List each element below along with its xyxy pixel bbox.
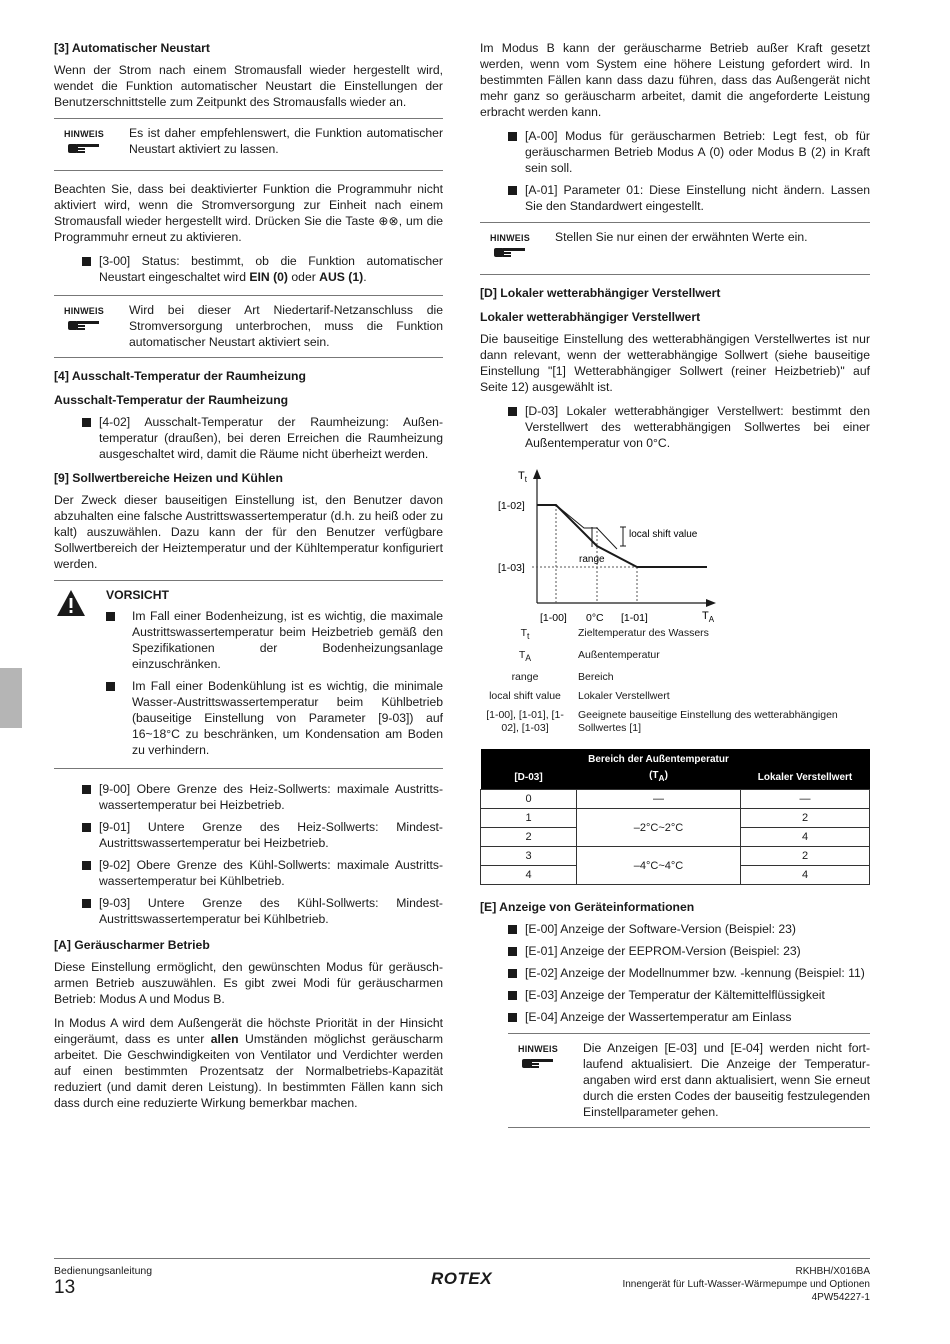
param-a-00: [A-00] Modus für geräuscharmen Betrieb: Legt fest, ob für geräuscharmen Betrieb Modus A (0) oder Modus B (2) in Kraft sein soll. xyxy=(480,128,870,176)
cell: 4 xyxy=(741,828,870,847)
note-text: Es ist daher empfehlenswert, die Funktion automatischer Neustart aktiviert zu lassen. xyxy=(129,126,443,156)
pointing-hand-icon xyxy=(520,1056,556,1070)
cell: 4 xyxy=(741,866,870,885)
section-heading-9: [9] Sollwertbereiche Heizen und Kühlen xyxy=(54,471,283,485)
param-e-04: [E-04] Anzeige der Wassertemperatur am Einlass xyxy=(480,1009,870,1025)
col-header: Lokaler Verstellwert xyxy=(741,749,870,790)
value-off: AUS (1) xyxy=(319,270,364,284)
note-text: Die Anzeigen [E-03] und [E-04] werden nicht fortlaufend aktualisiert. Die Anzeige der Temperaturangaben wird erst dann aktualisiert, wenn Sie erneut durch die ersten Codes der bauseitig festzulegenden Einstellparameter gehen. xyxy=(583,1041,870,1120)
note-box xyxy=(508,1033,870,1128)
model-code: RKHBH/X016BA xyxy=(795,1266,870,1277)
cell: –2°C~2°C xyxy=(577,809,741,847)
paragraph: Die bauseitige Einstellung des wetterabhängigen Verstellwertes ist nur dann relevant, wenn der wetterabhängige Sollwert (siehe bauseitige Einstellung "[1] Wetterabhängiger Sollwert (reiner Heizbetrieb)" auf Seite 12) ausgewählt ist. xyxy=(480,332,870,394)
range-label: range xyxy=(579,554,605,565)
right-column xyxy=(480,40,870,1138)
param-d-03: [D-03] Lokaler wetterabhängiger Verstellwert: bestimmt den Verstellwert des wetterabhängigen Sollwertes bei einer Außentemperatur von 0°C. xyxy=(480,403,870,451)
note-text: Wird bei dieser Art Niedertarif-Netzanschluss die Stromversorgung unterbrochen, muss die Funktion automatischer Neustart aktiviert sein. xyxy=(129,303,443,349)
cell: 2 xyxy=(481,828,577,847)
section-heading-a: [A] Geräuscharmer Betrieb xyxy=(54,938,210,952)
legend-key: local shift value xyxy=(489,690,561,703)
legend-value: Bereich xyxy=(578,671,614,684)
legend-key: $T_A$ xyxy=(518,649,532,664)
warning-icon xyxy=(56,589,86,617)
param-e-01: [E-01] Anzeige der EEPROM-Version (Beispiel: 23) xyxy=(480,943,870,959)
caution-item: Im Fall einer Bodenkühlung ist es wichtig, die minimale Wasser-Austrittswassertemperatur beim Kühlbetrieb (bauseitige Einstellung von Parameter [9-03]) auf 16~18°C zu beschränken, um Kondensation am Boden zu verhindern. xyxy=(104,678,443,758)
paragraph: Wenn der Strom nach einem Stromausfall wieder hergestellt wird, wendet die Funktion automatischer Neustart die Einstellungen der Benutzerschnittstelle zum Zeitpunkt des Stromausfalls wieder an. xyxy=(54,63,443,109)
param-3-00 xyxy=(54,253,443,285)
text: [3-00] Status: bestimmt, ob die Funktion automatischer Neustart eingeschaltet wird xyxy=(99,254,443,284)
section-heading-4: [4] Ausschalt-Temperatur der Raumheizung xyxy=(54,369,306,383)
paragraph: Im Modus B kann der geräuscharme Betrieb außer Kraft gesetzt werden, wenn vom System eine höhere Leistung gefordert wird. In bestimmten Fällen kann dass dazu führen, dass das Außengerät nicht mehr ganz so geräuscharm arbeitet, damit die angeforderte Leistung erbracht werden kann. xyxy=(480,41,870,119)
manual-title: Bedienungsanleitung xyxy=(54,1265,153,1277)
pointing-hand-icon xyxy=(66,318,102,332)
text: Umständen möglichst geräuscharm arbeitet. Die Geschwindigkeiten von Ventilator und Verdichter werden auf einen bestimmten Prozentsatz der Normalbetriebs-Kapazität reduziert (und damit deren Leistung). In bestimmten Fällen kann sich dass durch eine reduzierte Wirkung bemerkbar machen. xyxy=(54,1032,443,1110)
tick-label-1-02: [1-02] xyxy=(498,500,525,512)
paragraph xyxy=(54,1015,443,1111)
emphasis: allen xyxy=(210,1032,239,1046)
legend-value: Zieltemperatur des Wassers xyxy=(578,627,709,639)
pointing-hand-icon xyxy=(66,141,102,155)
cell: 3 xyxy=(481,847,577,866)
product-description: Innengerät für Luft-Wasser-Wärmepumpe und Optionen xyxy=(622,1279,870,1290)
document-info xyxy=(622,1265,870,1304)
table-row xyxy=(481,847,870,866)
paragraph: Der Zweck dieser bauseitigen Einstellung ist, den Benutzer davon abzuhalten eine falsche Austrittswassertemperatur (d.h. zu heiß oder zu kalt) auszuwählen. Dazu kann der für den Benutzer verfügbare Sollwertbereich der Heiztemperatur und der Kühltemperatur konfiguriert werden. xyxy=(54,493,443,571)
document-code: 4PW54227-1 xyxy=(811,1292,870,1303)
param-e-00: [E-00] Anzeige der Software-Version (Beispiel: 23) xyxy=(480,921,870,937)
tick-label-1-00: [1-00] xyxy=(540,612,567,623)
cell: 1 xyxy=(481,809,577,828)
note-label: HINWEIS xyxy=(518,1044,558,1055)
cell: 4 xyxy=(481,866,577,885)
y-axis-label: $T_t$ xyxy=(518,470,527,484)
legend-key: [1-00], [1-01], [1-02], [1-03] xyxy=(486,709,564,735)
cell: — xyxy=(577,790,741,809)
value-on: EIN (0) xyxy=(249,270,288,284)
table-row xyxy=(481,809,870,828)
table-header xyxy=(481,749,870,790)
note-label: HINWEIS xyxy=(490,233,530,243)
param-9-03: [9-03] Untere Grenze des Kühl-Sollwerts: Mindest-Austrittswassertemperatur bei Kühlbetrieb. xyxy=(54,895,443,927)
param-9-01: [9-01] Untere Grenze des Heiz-Sollwerts: Mindest-Austrittswassertemperatur bei Heizbetrieb. xyxy=(54,819,443,851)
cell: –4°C~4°C xyxy=(577,847,741,885)
page-number: 13 xyxy=(54,1277,76,1298)
note-box xyxy=(480,222,870,275)
note-label: HINWEIS xyxy=(64,129,104,139)
shift-diagram xyxy=(480,463,870,623)
note-box xyxy=(54,295,443,358)
pointing-hand-icon xyxy=(492,245,528,259)
y-axis-arrow xyxy=(533,469,541,479)
param-9-00: [9-00] Obere Grenze des Heiz-Sollwerts: maximale Austrittswassertemperatur bei Heizbetrieb. xyxy=(54,781,443,813)
diagram-legend xyxy=(480,627,870,735)
caution-title: VORSICHT xyxy=(106,588,169,602)
chapter-tab xyxy=(0,668,22,728)
legend-key: $T_t$ xyxy=(520,627,530,642)
cell: 2 xyxy=(741,809,870,828)
caution-box xyxy=(54,580,443,769)
table-row xyxy=(481,790,870,809)
cell: 2 xyxy=(741,847,870,866)
tick-label-0c: 0°C xyxy=(586,612,604,623)
paragraph: Beachten Sie, dass bei deaktivierter Funktion die Programmuhr nicht aktiviert wird, wenn die Stromversorgung zur Einheit nach einem Stromausfall wieder hergestellt wird. Drücken Sie die Taste ⊕⊗, um die Programmuhr erneut zu aktivieren. xyxy=(54,182,443,244)
note-label: HINWEIS xyxy=(64,306,104,316)
tick-label-1-03: [1-03] xyxy=(498,562,525,574)
d03-table xyxy=(480,749,870,885)
note-box xyxy=(54,118,443,171)
col-header: [D-03] xyxy=(481,749,577,790)
page-footer xyxy=(54,1258,870,1303)
param-4-02: [4-02] Ausschalt-Temperatur der Raumheizung: Außentemperatur (draußen), bei deren Erreichen die Raumheizung ausgeschaltet wird, damit die Räume nicht überheizt werden. xyxy=(54,414,443,462)
legend-value: Geeignete bauseitige Einstellung des wetterabhängigen Sollwertes [1] xyxy=(578,709,838,735)
text: oder xyxy=(288,270,320,284)
subheading: Lokaler wetterabhängiger Verstellwert xyxy=(480,310,701,324)
caution-item: Im Fall einer Bodenheizung, ist es wichtig, die maximale Austrittswassertemperatur beim Heizbetrieb gemäß den Spezifikationen der Bodenheizungsanlage einzuschränken. xyxy=(104,608,443,672)
x-axis-label: $T_A$ xyxy=(702,610,715,623)
param-e-03: [E-03] Anzeige der Temperatur der Kältemittelflüssigkeit xyxy=(480,987,870,1003)
text: In Modus A wird dem Außengerät die höchste Priorität in der Hinsicht eingeräumt, dass es unter xyxy=(54,1016,443,1046)
subheading: Ausschalt-Temperatur der Raumheizung xyxy=(54,393,289,407)
legend-key: range xyxy=(511,671,539,684)
param-a-01: [A-01] Parameter 01: Diese Einstellung nicht ändern. Lassen Sie den Standardwert eingestellt. xyxy=(480,182,870,214)
note-text: Stellen Sie nur einen der erwähnten Werte ein. xyxy=(555,230,808,244)
paragraph: Diese Einstellung ermöglicht, den gewünschten Modus für geräuscharmen Betrieb auszuwählen. Es gibt zwei Modi für geräuscharmen Betrieb: Modus A und Modus B. xyxy=(54,960,443,1006)
col-header: Bereich der Außentemperatur $(T_A)$ xyxy=(577,749,741,790)
param-e-02: [E-02] Anzeige der Modellnummer bzw. -kennung (Beispiel: 11) xyxy=(480,965,870,981)
cell: — xyxy=(741,790,870,809)
section-heading-d: [D] Lokaler wetterabhängiger Verstellwert xyxy=(480,286,721,300)
section-heading-3: [3] Automatischer Neustart xyxy=(54,41,210,55)
legend-value: Außentemperatur xyxy=(578,649,660,662)
legend-value: Lokaler Verstellwert xyxy=(578,690,670,703)
tick-label-1-01: [1-01] xyxy=(621,612,648,623)
param-9-02: [9-02] Obere Grenze des Kühl-Sollwerts: maximale Austrittswassertemperatur bei Kühlbetrieb. xyxy=(54,857,443,889)
section-heading-e: [E] Anzeige von Geräteinformationen xyxy=(480,900,695,915)
text: . xyxy=(363,270,367,284)
base-curve xyxy=(556,505,617,549)
left-column xyxy=(54,40,443,1119)
cell: 0 xyxy=(481,790,577,809)
brand-logo: ROTEX xyxy=(431,1269,493,1288)
x-axis-arrow xyxy=(706,599,716,607)
local-shift-label: local shift value xyxy=(629,529,698,540)
